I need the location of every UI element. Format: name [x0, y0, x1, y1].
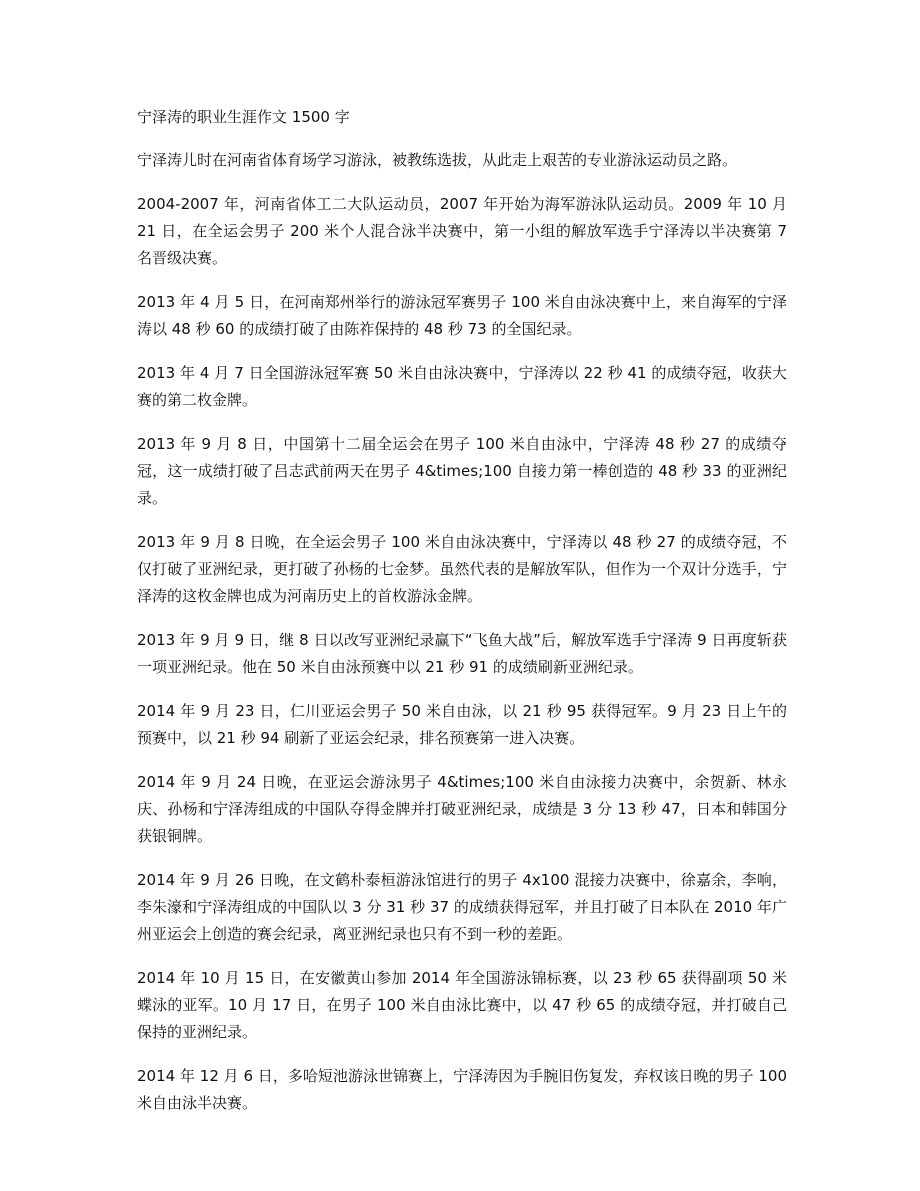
paragraph: 2004-2007 年，河南省体工二大队运动员，2007 年开始为海军游泳队运动员。2009 年 10 月 21 日，在全运会男子 200 米个人混合泳半决赛中，第一小组的解放军选手宁泽涛以半决赛第 7 名晋级决赛。 — [137, 195, 787, 267]
paragraph: 2014 年 9 月 24 日晚，在亚运会游泳男子 4&times;100 米自由泳接力决赛中，余贺新、林永庆、孙杨和宁泽涛组成的中国队夺得金牌并打破亚洲纪录，成绩是 3 分 13 秒 47，日本和韩国分获银铜牌。 — [137, 773, 787, 845]
paragraph: 2014 年 9 月 26 日晚，在文鹤朴泰桓游泳馆进行的男子 4x100 混接力决赛中，徐嘉余，李响，李朱濠和宁泽涛组成的中国队以 3 分 31 秒 37 的成绩获得冠军，并且打破了日本队在 2010 年广州亚运会上创造的赛会纪录，离亚洲纪录也只有不到一秒的差距。 — [137, 871, 787, 943]
paragraph: 2014 年 12 月 6 日，多哈短池游泳世锦赛上，宁泽涛因为手腕旧伤复发，弃权该日晚的男子 100 米自由泳半决赛。 — [137, 1067, 787, 1112]
paragraph: 2014 年 9 月 23 日，仁川亚运会男子 50 米自由泳，以 21 秒 95 获得冠军。9 月 23 日上午的预赛中，以 21 秒 94 刷新了亚运会纪录，排名预赛第一进入决赛。 — [137, 702, 787, 747]
paragraph: 2014 年 10 月 15 日，在安徽黄山参加 2014 年全国游泳锦标赛，以 23 秒 65 获得副项 50 米蝶泳的亚军。10 月 17 日，在男子 100 米自由泳比赛中，以 47 秒 65 的成绩夺冠，并打破自己保持的亚洲纪录。 — [137, 969, 787, 1041]
paragraph: 2013 年 4 月 7 日全国游泳冠军赛 50 米自由泳决赛中，宁泽涛以 22 秒 41 的成绩夺冠，收获大赛的第二枚金牌。 — [137, 364, 787, 409]
paragraph: 2013 年 9 月 8 日晚，在全运会男子 100 米自由泳决赛中，宁泽涛以 48 秒 27 的成绩夺冠，不仅打破了亚洲纪录，更打破了孙杨的七金梦。虽然代表的是解放军队，但作为一个双计分选手，宁泽涛的这枚金牌也成为河南历史上的首枚游泳金牌。 — [137, 533, 787, 605]
paragraph: 2013 年 9 月 9 日，继 8 日以改写亚洲纪录赢下“飞鱼大战”后，解放军选手宁泽涛 9 日再度斩获一项亚洲纪录。他在 50 米自由泳预赛中以 21 秒 91 的成绩刷新亚洲纪录。 — [137, 631, 787, 676]
paragraph: 宁泽涛儿时在河南省体育场学习游泳，被教练选拔，从此走上艰苦的专业游泳运动员之路。 — [137, 151, 738, 169]
paragraph: 2013 年 4 月 5 日，在河南郑州举行的游泳冠军赛男子 100 米自由泳决赛中上，来自海军的宁泽涛以 48 秒 60 的成绩打破了由陈祚保持的 48 秒 73 的全国纪录。 — [137, 293, 787, 338]
paragraph: 2013 年 9 月 8 日，中国第十二届全运会在男子 100 米自由泳中，宁泽涛 48 秒 27 的成绩夺冠，这一成绩打破了吕志武前两天在男子 4&times;100 自接力第一棒创造的 48 秒 33 的亚洲纪录。 — [137, 435, 787, 507]
document-title: 宁泽涛的职业生涯作文 1500 字 — [137, 108, 350, 126]
document-page — [137, 104, 787, 1134]
